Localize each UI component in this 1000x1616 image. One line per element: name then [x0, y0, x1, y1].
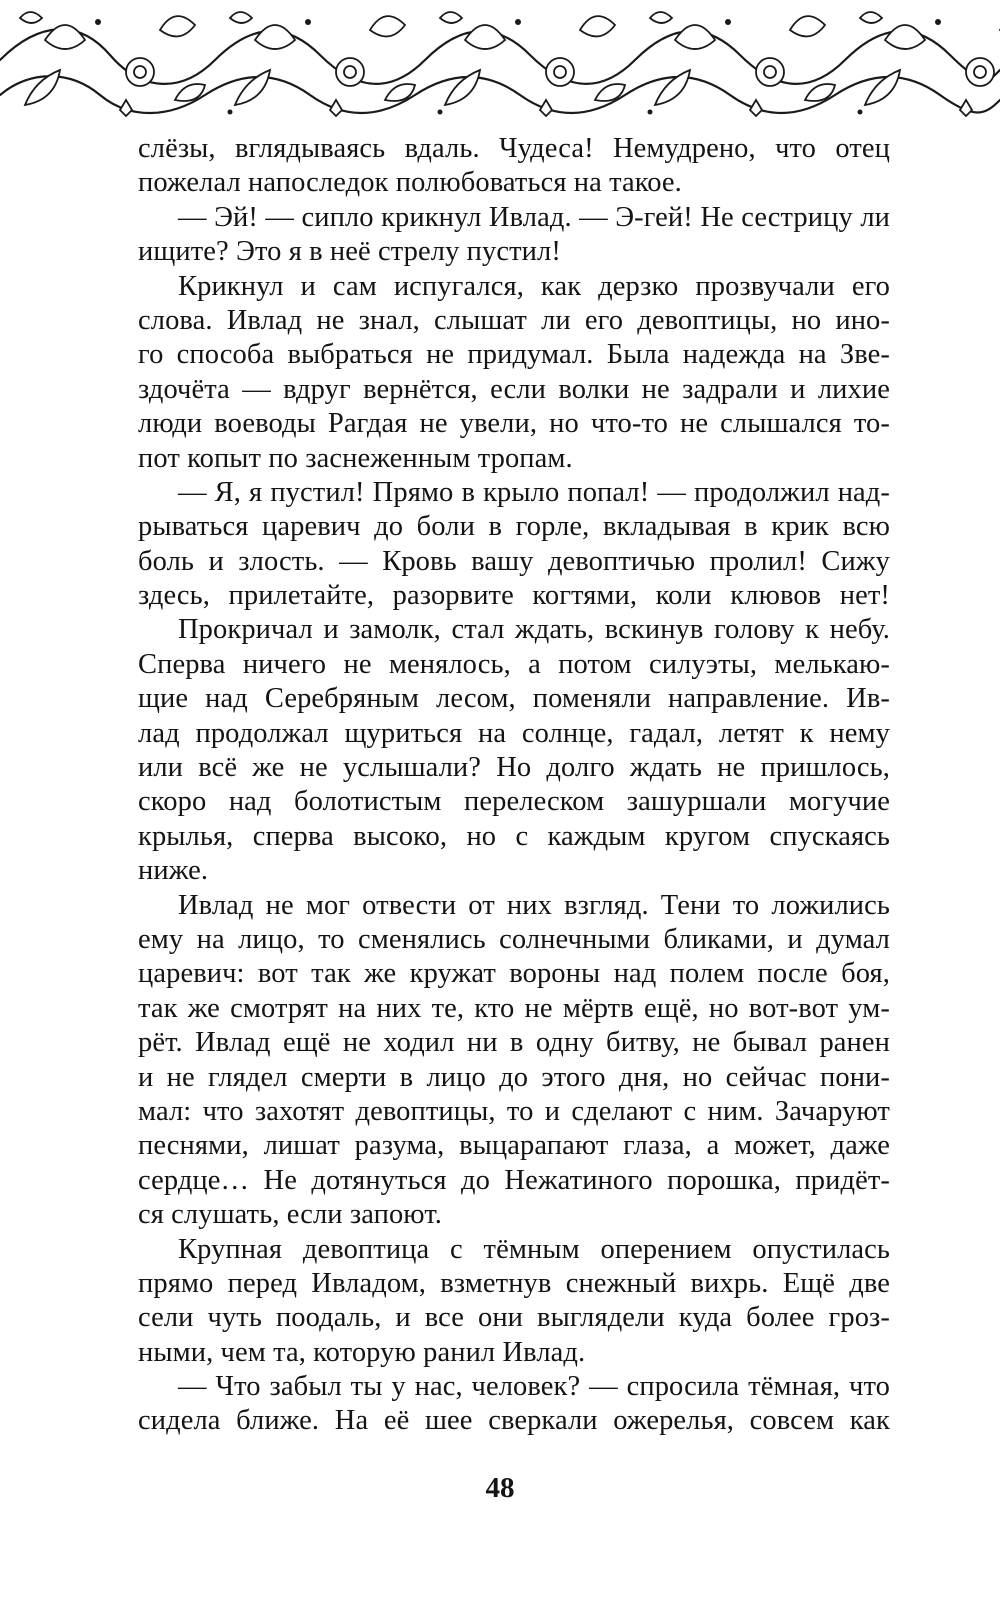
text-line: люди воеводы Рагдая не увели, но что-то не слышался то-	[138, 408, 890, 440]
text-line: ниже.	[138, 855, 209, 887]
text-line: скоро над болотистым перелеском зашуршали могучие	[138, 786, 890, 818]
text-line: Сперва ничего не менялось, а потом силуэты, мелькаю-	[138, 648, 890, 680]
text-line: — Эй! — сипло крикнул Ивлад. — Э-гей! Не сестрицу ли	[178, 201, 890, 233]
text-line: и не глядел смерти в лицо до этого дня, но сейчас пони-	[138, 1061, 890, 1093]
text-line: мал: что захотят девоптицы, то и сделают с ним. Зачаруют	[138, 1095, 890, 1127]
text-line: — Что забыл ты у нас, человек? — спросила тёмная, что	[178, 1371, 890, 1403]
text-line: ему на лицо, то сменялись солнечными бликами, и думал	[138, 923, 890, 955]
text-line: лад продолжал щуриться на солнце, гадал, летят к нему	[138, 717, 890, 749]
text-line: Прокричал и замолк, стал ждать, вскинув голову к небу.	[178, 614, 890, 646]
text-line: ищите? Это я в неё стрелу пустил!	[138, 236, 561, 268]
floral-ornament-border-icon	[0, 0, 1000, 128]
text-line: ными, чем та, которую ранил Ивлад.	[138, 1336, 586, 1368]
text-line: рёт. Ивлад ещё не ходил ни в одну битву, не бывал ранен	[138, 1027, 890, 1059]
text-line: здочёта — вдруг вернётся, если волки не задрали и лихие	[138, 373, 890, 405]
text-line: пожелал напоследок полюбоваться на такое.	[138, 167, 682, 199]
text-line: го способа выбраться не придумал. Была надежда на Зве-	[138, 339, 890, 371]
text-line: боль и злость. — Кровь вашу девоптичью пролил! Сижу	[138, 545, 890, 577]
page-number: 48	[485, 1472, 515, 1504]
text-line: крылья, сперва высоко, но с каждым кругом спускаясь	[138, 820, 890, 852]
body-text	[138, 132, 890, 1439]
text-line: так же смотрят на них те, кто не мёртв ещё, но вот-вот ум-	[138, 992, 890, 1024]
text-line: сердце… Не дотянуться до Нежатиного порошка, придёт-	[138, 1164, 890, 1196]
text-line: ся слушать, если запоют.	[138, 1199, 442, 1231]
text-line: царевич: вот так же кружат вороны над полем после боя,	[138, 958, 890, 990]
text-line: щие над Серебряным лесом, поменяли направление. Ив-	[138, 683, 890, 715]
text-line: сидела ближе. На её шее сверкали ожерелья, совсем как	[138, 1405, 890, 1437]
text-line: — Я, я пустил! Прямо в крыло попал! — продолжил над-	[178, 476, 890, 508]
text-line: Ивлад не мог отвести от них взгляд. Тени то ложились	[178, 889, 890, 921]
text-line: песнями, лишат разума, выцарапают глаза, а может, даже	[138, 1130, 890, 1162]
text-line: слёзы, вглядываясь вдаль. Чудеса! Немудрено, что отец	[138, 133, 890, 164]
text-line: слова. Ивлад не знал, слышат ли его девоптицы, но ино-	[138, 304, 890, 336]
text-line: здесь, прилетайте, разорвите когтями, коли клювов нет!	[138, 580, 890, 612]
text-line: сели чуть поодаль, и все они выглядели куда более гроз-	[138, 1302, 890, 1334]
text-line: Крупная девоптица с тёмным оперением опустилась	[178, 1233, 890, 1265]
text-line: Крикнул и сам испугался, как дерзко прозвучали его	[178, 270, 890, 302]
text-line: рываться царевич до боли в горле, вкладывая в крик всю	[138, 511, 890, 543]
text-line: или всё же не услышали? Но долго ждать не пришлось,	[138, 752, 890, 784]
text-line: прямо перед Ивладом, взметнув снежный вихрь. Ещё две	[138, 1267, 890, 1299]
text-line: пот копыт по заснеженным тропам.	[138, 442, 573, 474]
